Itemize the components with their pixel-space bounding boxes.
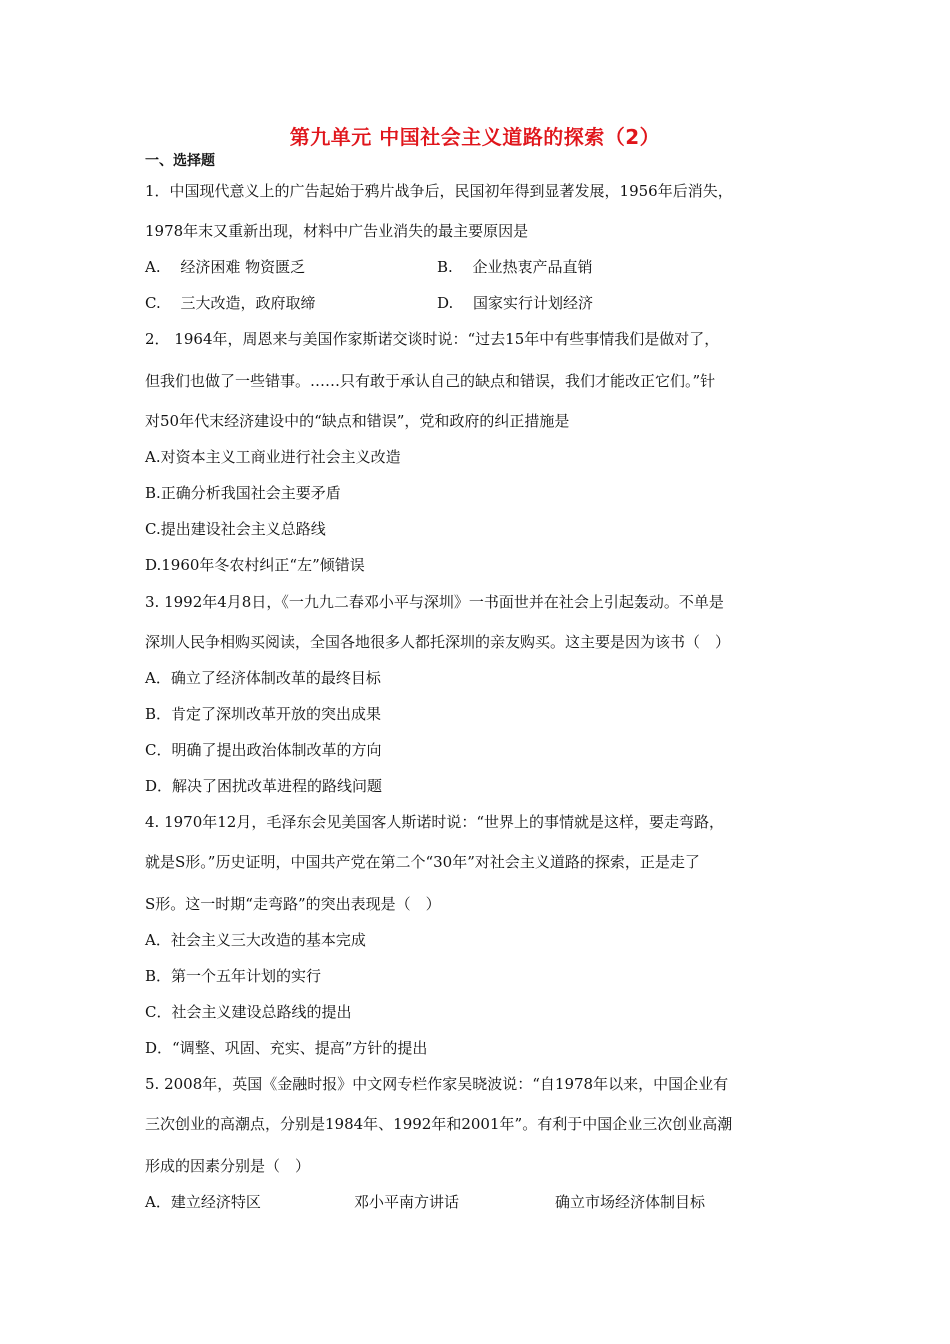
q5-line-2: 三次创业的高潮点，分别是1984年、1992年和2001年”。有利于中国企业三次创业高潮 (145, 1115, 733, 1133)
section-heading: 一、选择题 (145, 153, 215, 169)
q2-option-b: B.正确分析我国社会主要矛盾 (145, 484, 341, 502)
q5-line-3: 形成的因素分别是（ ） (145, 1157, 311, 1175)
q1-option-d: D. 国家实行计划经济 (437, 294, 594, 312)
q2-option-a: A.对资本主义工商业进行社会主义改造 (145, 448, 401, 466)
q3-option-d: D．解决了困扰改革进程的路线问题 (145, 777, 383, 795)
q3-option-a: A．确立了经济体制改革的最终目标 (145, 669, 381, 687)
q5-option-a-part-3: 确立市场经济体制目标 (555, 1193, 706, 1211)
q2-line-3: 对50年代末经济建设中的“缺点和错误”，党和政府的纠正措施是 (145, 412, 570, 430)
q2-line-2: 但我们也做了一些错事。……只有敢于承认自己的缺点和错误，我们才能改正它们。”针 (145, 372, 716, 390)
q4-option-b: B．第一个五年计划的实行 (145, 967, 322, 985)
q2-line-1: 2． 1964年，周恩来与美国作家斯诺交谈时说：“过去15年中有些事情我们是做对了， (145, 330, 720, 348)
q4-option-d: D．“调整、巩固、充实、提高”方针的提出 (145, 1039, 428, 1057)
q3-option-b: B．肯定了深圳改革开放的突出成果 (145, 705, 382, 723)
page-title: 第九单元 中国社会主义道路的探索（2） (289, 125, 661, 149)
q4-option-c: C．社会主义建设总路线的提出 (145, 1003, 352, 1021)
q2-option-c: C.提出建设社会主义总路线 (145, 520, 326, 538)
q1-line-2: 1978年末又重新出现，材料中广告业消失的最主要原因是 (145, 222, 529, 240)
q2-option-d: D.1960年冬农村纠正“左”倾错误 (145, 556, 365, 574)
q5-option-a-part-1: A．建立经济特区 (145, 1193, 261, 1211)
q1-line-1: 1．中国现代意义上的广告起始于鸦片战争后，民国初年得到显著发展，1956年后消失， (145, 182, 733, 200)
q3-line-2: 深圳人民争相购买阅读，全国各地很多人都托深圳的亲友购买。这主要是因为该书（ ） (145, 633, 731, 651)
q1-option-c: C. 三大改造，政府取缔 (145, 294, 316, 312)
q1-option-b: B. 企业热衷产品直销 (437, 258, 593, 276)
q4-line-2: 就是S形。”历史证明，中国共产党在第二个“30年”对社会主义道路的探索，正是走了 (145, 853, 700, 871)
q4-option-a: A．社会主义三大改造的基本完成 (145, 931, 366, 949)
q4-line-3: S形。这一时期“走弯路”的突出表现是（ ） (145, 895, 441, 913)
q5-line-1: 5. 2008年，英国《金融时报》中文网专栏作家吴晓波说：“自1978年以来，中国企业有 (145, 1075, 729, 1093)
q3-option-c: C．明确了提出政治体制改革的方向 (145, 741, 382, 759)
q4-line-1: 4. 1970年12月，毛泽东会见美国客人斯诺时说：“世界上的事情就是这样，要走弯路， (145, 813, 725, 831)
q3-line-1: 3. 1992年4月8日，《一九九二春邓小平与深圳》一书面世并在社会上引起轰动。不单是 (145, 593, 724, 611)
q5-option-a-part-2: 邓小平南方讲话 (354, 1193, 460, 1211)
q1-option-a: A. 经济困难 物资匮乏 (145, 258, 306, 276)
